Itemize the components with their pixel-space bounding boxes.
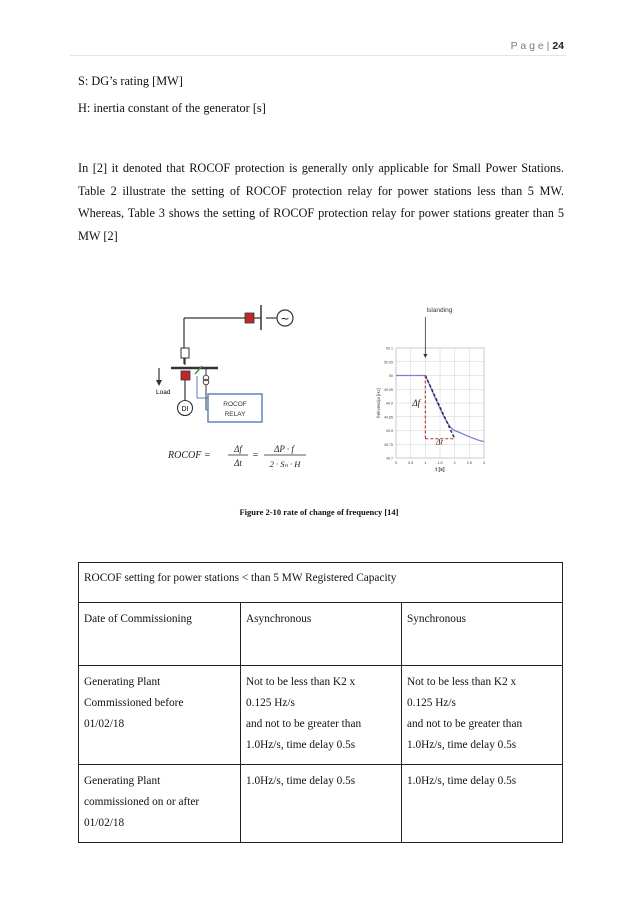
cell-line: Not to be less than K2 x (246, 676, 356, 688)
table-title: ROCOF setting for power stations < than 5 MW Registered Capacity (79, 563, 563, 603)
cell-line: 1.0Hz/s, time delay 0.5s (246, 739, 356, 751)
cell-line: Generating Plant (84, 775, 161, 787)
x-tick-label: 1 (424, 461, 427, 465)
frequency-chart (376, 307, 485, 473)
cell-line: commissioned on or after (84, 796, 200, 808)
breaker-main (181, 371, 190, 380)
annotation-delta-f: Δf (412, 397, 421, 408)
rocof-formula (167, 444, 306, 469)
definition-s: S: DG’s rating [MW] (78, 74, 183, 88)
x-tick-label: 0.5 (408, 461, 414, 465)
circuit-diagram (156, 305, 293, 422)
y-tick-label: 50 (389, 374, 393, 378)
page-header (511, 40, 564, 52)
cell-line: and not to be greater than (246, 718, 362, 730)
x-axis-label: t [s] (435, 467, 445, 473)
x-tick-label: 0 (394, 461, 398, 465)
rocof-table (78, 562, 563, 843)
definition-h: H: inertia constant of the generator [s] (78, 101, 266, 115)
y-axis-label: frekvencija [Hz] (376, 388, 381, 418)
formula-eq: = (252, 450, 259, 461)
body-paragraph: In [2] it denoted that ROCOF protection is generally only applicable for Small Power Stations. Table 2 illustrate the setting of ROCOF protection relay for power stations less than 5 MW. Whereas, Table 3 shows the setting of ROCOF protection relay for power stations greater than 5 MW [2] (78, 161, 564, 243)
relay-label-rocof: ROCOF (223, 401, 247, 408)
x-tick-label: 1.5 (437, 461, 443, 465)
formula-num1: Δf (234, 444, 242, 454)
figure-caption: Figure 2-10 rate of change of frequency [14] (239, 507, 399, 517)
table-row (79, 666, 563, 765)
row2-async-cell (241, 765, 402, 843)
table-header-row (79, 603, 563, 666)
y-tick-label: 50.1 (386, 346, 393, 351)
row1-async-cell (241, 666, 402, 765)
row1-sync-cell (402, 666, 563, 765)
y-tick-label: 49.95 (384, 387, 393, 392)
table-row (79, 765, 563, 843)
breaker-top (245, 313, 254, 323)
load-label: Load (156, 389, 171, 396)
y-tick-label: 49.9 (386, 401, 393, 406)
cell-line: Not to be less than K2 x (407, 676, 517, 688)
row1-date-cell (79, 666, 241, 765)
relay-label-relay: RELAY (224, 411, 246, 418)
di-label: DI (181, 406, 189, 413)
y-tick-label: 50.05 (384, 360, 393, 365)
cell-line: 0.125 Hz/s (407, 697, 456, 709)
header-synchronous: Synchronous (402, 603, 563, 666)
annotation-delta-t: Δt (436, 437, 443, 447)
generator-symbol: ~ (280, 312, 290, 325)
table-title-row (79, 563, 563, 603)
y-tick-label: 49.75 (384, 442, 393, 447)
header-asynchronous: Asynchronous (241, 603, 402, 666)
cell-line: 01/02/18 (84, 817, 125, 829)
cell-line: 0.125 Hz/s (246, 697, 295, 709)
row2-sync-cell (402, 765, 563, 843)
y-tick-label: 49.8 (386, 429, 393, 433)
formula-den2: 2 · Sₙ · H (269, 459, 301, 469)
page-number: 24 (552, 40, 564, 52)
y-tick-label: 49.7 (386, 456, 393, 461)
cell-line: 1.0Hz/s, time delay 0.5s (246, 775, 356, 787)
cell-line: 1.0Hz/s, time delay 0.5s (407, 739, 517, 751)
y-tick-label: 49.85 (384, 415, 393, 420)
cell-line: and not to be greater than (407, 718, 523, 730)
x-tick-label: 2.5 (466, 461, 472, 465)
header-rule (70, 55, 566, 56)
figure-rocof (148, 290, 494, 480)
cell-line: Generating Plant (84, 676, 161, 688)
header-date: Date of Commissioning (79, 603, 241, 666)
formula-lhs: ROCOF = (168, 450, 211, 461)
chart-title-islanding: Islanding (426, 307, 453, 314)
cell-line: 1.0Hz/s, time delay 0.5s (407, 775, 517, 787)
page-label: P a g e (510, 40, 544, 52)
cell-line: Commissioned before (84, 697, 184, 709)
formula-num2: ΔP · f (274, 444, 294, 454)
page-separator: | (546, 40, 550, 52)
cell-line: 01/02/18 (84, 718, 125, 730)
x-tick-label: 2 (453, 461, 456, 465)
formula-den1: Δt (234, 458, 242, 468)
row2-date-cell (79, 765, 241, 843)
ct-box (181, 348, 189, 358)
x-tick-label: 3 (482, 461, 486, 465)
